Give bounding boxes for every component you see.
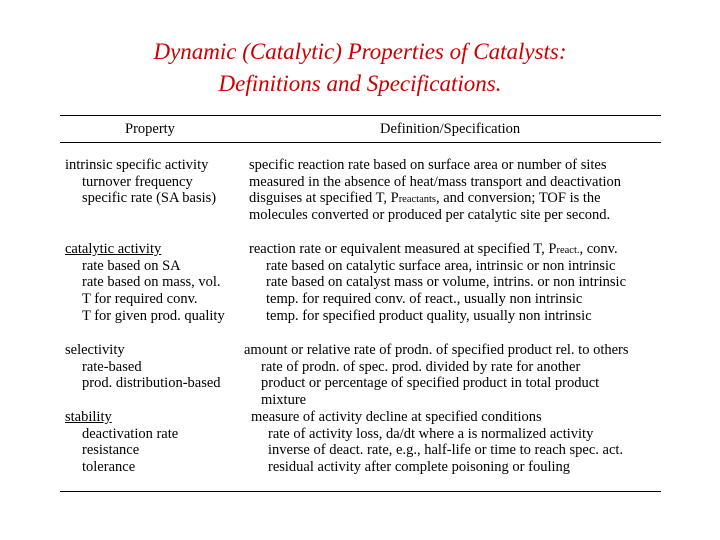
definition-line: rate of prodn. of spec. prod. divided by rate for another [261, 358, 581, 375]
definition-text: specific reaction rate based on surface area or number of sites [249, 157, 607, 173]
property-cell [65, 157, 216, 207]
subproperty-label: rate-based [82, 358, 142, 375]
subscript-reactants: reactants [398, 194, 436, 206]
property-cell [65, 409, 178, 476]
title-line-1: Dynamic (Catalytic) Properties of Catalysts: [153, 39, 567, 64]
definition-cell [249, 157, 621, 224]
definition-line: mixture [261, 392, 307, 409]
subproperty-label: tolerance [82, 459, 136, 476]
page-title [0, 36, 720, 100]
definition-line [249, 190, 621, 207]
header-property: Property [125, 121, 175, 137]
property-cell [65, 342, 221, 392]
property-label: catalytic activity [65, 241, 162, 257]
definition-text [249, 241, 626, 258]
definition-fragment: , conv. [579, 241, 618, 257]
definition-fragment: disguises at specified T, P [249, 190, 399, 207]
definition-line: molecules converted or produced per catalytic site per second. [249, 207, 611, 224]
subproperty-label: T for required conv. [82, 291, 198, 308]
definition-line: measured in the absence of heat/mass transport and deactivation [249, 173, 622, 190]
definition-text: measure of activity decline at specified conditions [251, 409, 542, 425]
title-line-2: Definitions and Specifications. [218, 71, 502, 96]
subproperty-label: rate based on SA [82, 257, 181, 274]
subscript-react: react. [556, 245, 580, 256]
definition-line: rate based on catalyst mass or volume, intrins. or non intrinsic [266, 274, 627, 291]
subproperty-label: T for given prod. quality [82, 307, 225, 324]
property-label: intrinsic specific activity [65, 157, 209, 173]
definition-text: amount or relative rate of prodn. of specified product rel. to others [244, 342, 629, 358]
definition-line: product or percentage of specified product in total product [261, 375, 600, 392]
definition-cell [244, 342, 629, 409]
subproperty-label: prod. distribution-based [82, 375, 221, 392]
table-bottom-rule [60, 491, 661, 492]
property-cell [65, 241, 225, 324]
table-top-rule [60, 115, 661, 116]
subproperty-label: deactivation rate [82, 425, 179, 442]
definition-line: rate based on catalytic surface area, intrinsic or non intrinsic [266, 257, 616, 274]
definition-line: inverse of deact. rate, e.g., half-life or time to reach spec. act. [268, 442, 624, 459]
definition-line: temp. for required conv. of react., usually non intrinsic [266, 291, 583, 308]
definition-line: temp. for specified product quality, usually non intrinsic [266, 307, 592, 324]
subproperty-label: turnover frequency [82, 173, 193, 190]
definition-cell [251, 409, 623, 476]
property-label: stability [65, 409, 112, 425]
definition-fragment: , and conversion; TOF is the [436, 190, 601, 207]
definition-cell [249, 241, 626, 324]
table-header-rule [60, 142, 661, 143]
definition-line: rate of activity loss, da/dt where a is normalized activity [268, 425, 594, 442]
subproperty-label: specific rate (SA basis) [82, 190, 217, 207]
header-definition: Definition/Specification [380, 121, 521, 137]
subproperty-label: rate based on mass, vol. [82, 274, 221, 291]
subproperty-label: resistance [82, 442, 140, 459]
definition-line: residual activity after complete poisoning or fouling [268, 459, 571, 476]
definition-fragment: reaction rate or equivalent measured at specified T, P [249, 241, 557, 257]
property-label: selectivity [65, 342, 125, 358]
